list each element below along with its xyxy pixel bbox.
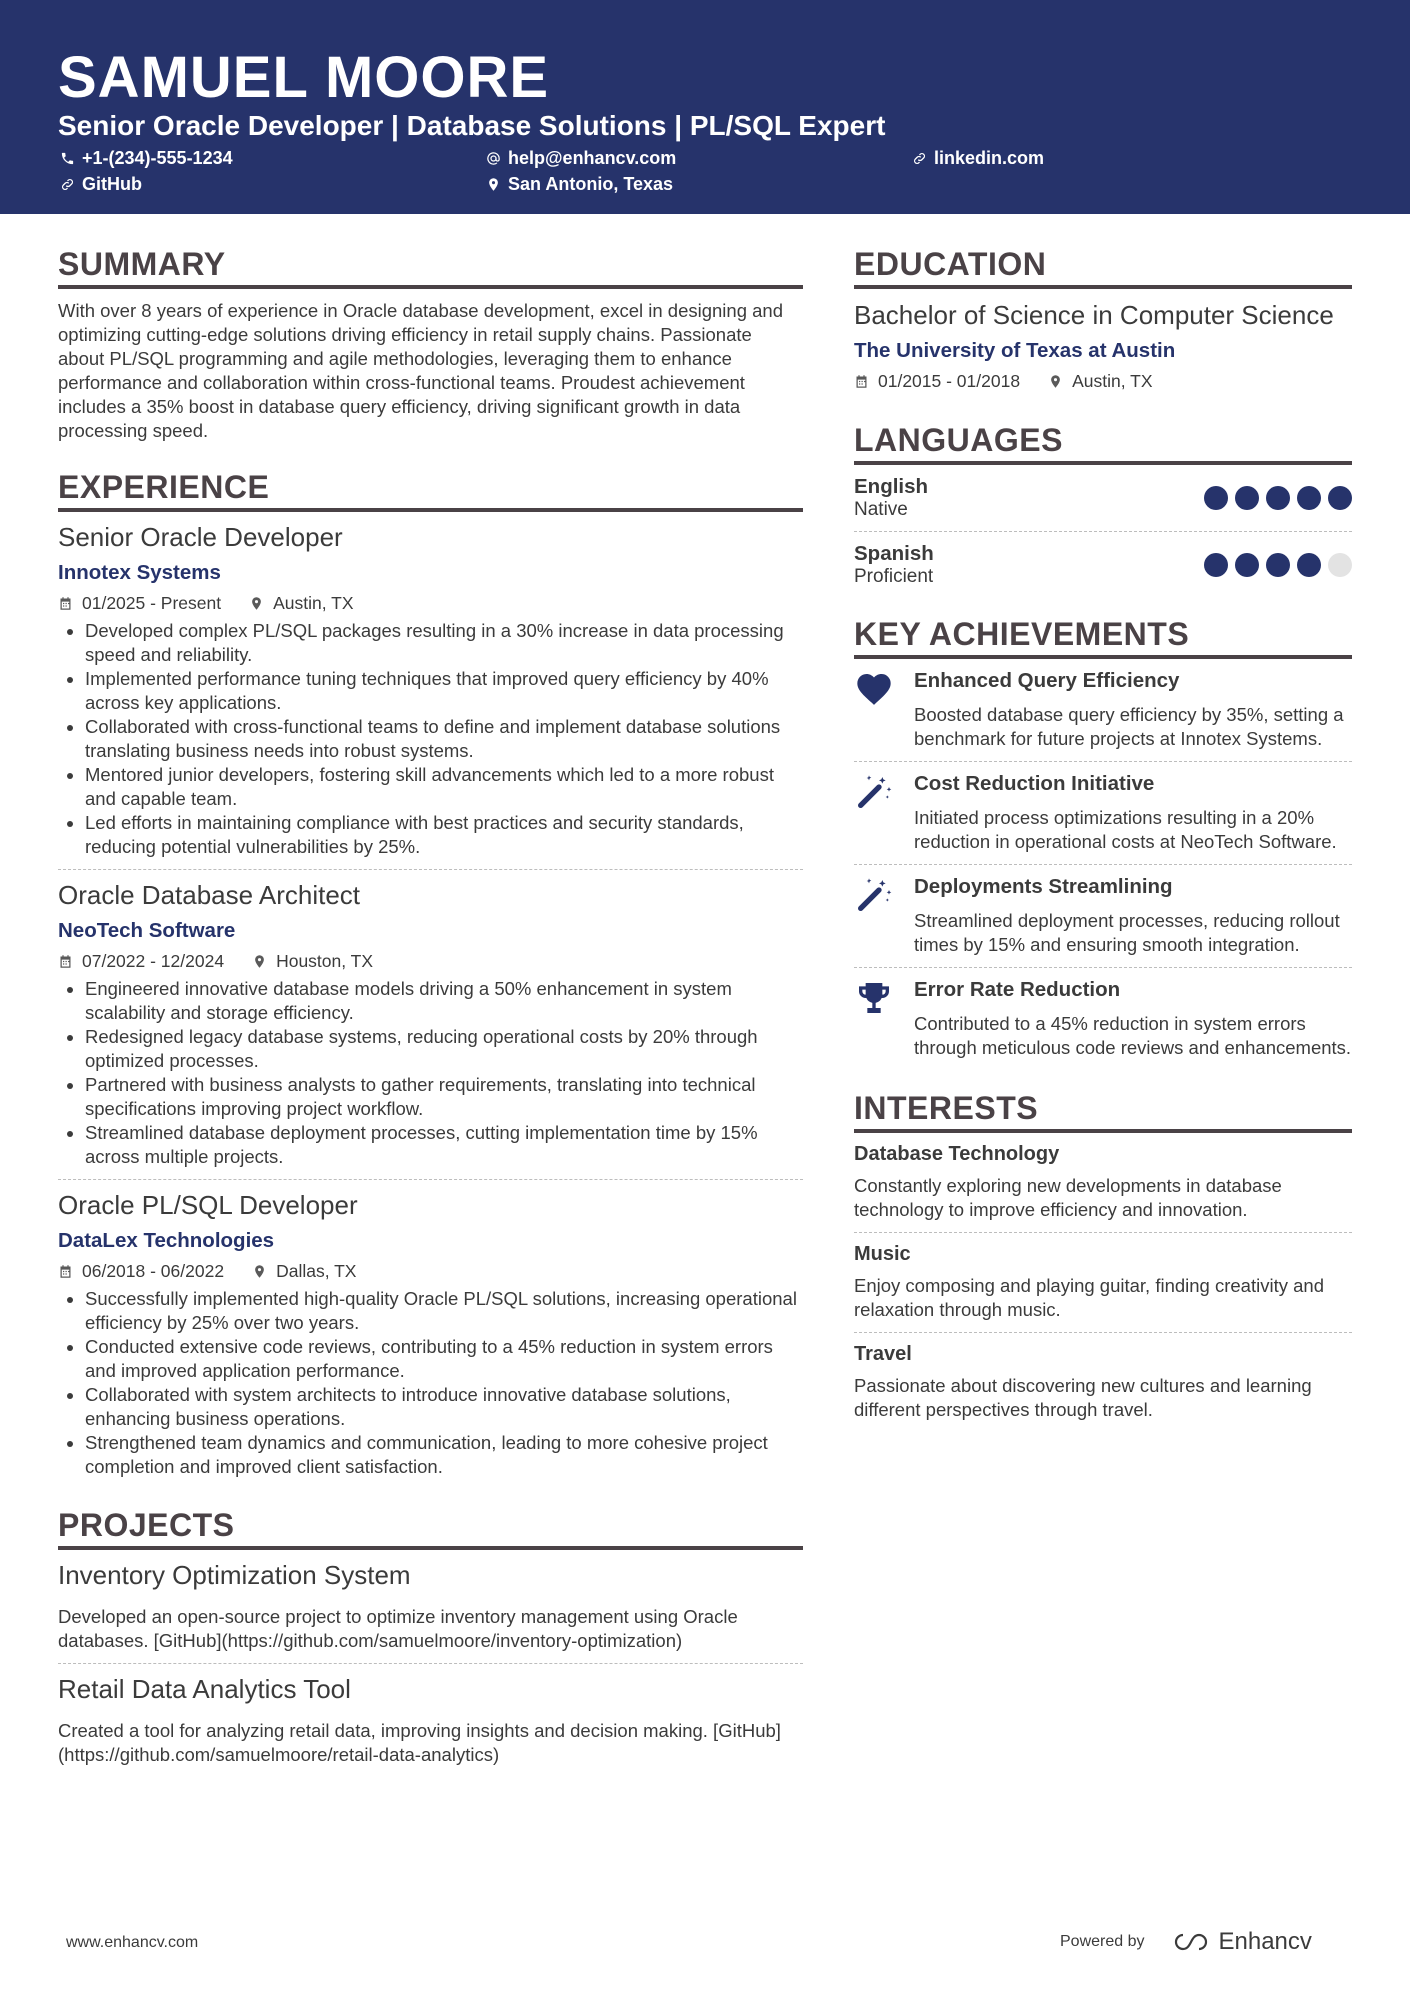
- achievement-description: Boosted database query efficiency by 35%, setting a benchmark for future projects at Innotex Systems.: [914, 704, 1344, 749]
- achievement-item: [854, 875, 1352, 957]
- bullet-item: • Mentored junior developers, fostering skill advancements which led to a more robust and capable team.: [85, 763, 803, 811]
- project-name: Retail Data Analytics Tool: [58, 1674, 351, 1704]
- rating-dot-filled: [1297, 553, 1321, 577]
- rating-dot-filled: [1235, 486, 1259, 510]
- magic-wand-icon: [854, 772, 894, 812]
- contact-github[interactable]: [60, 174, 142, 195]
- company-name: Innotex Systems: [58, 561, 221, 584]
- language-name: English: [854, 475, 929, 498]
- interest-description: Passionate about discovering new cultures and learning different perspectives through travel.: [854, 1375, 1312, 1420]
- language-level: Native: [854, 499, 908, 520]
- achievement-item: [854, 772, 1352, 854]
- heart-icon: [854, 669, 894, 709]
- job-meta: [58, 1261, 803, 1282]
- education-meta: [854, 371, 1352, 392]
- job-location: Houston, TX: [276, 951, 374, 971]
- interest-description: Enjoy composing and playing guitar, finding creativity and relaxation through music.: [854, 1275, 1324, 1320]
- map-pin-icon: [252, 1264, 267, 1279]
- calendar-icon: [58, 596, 73, 611]
- project-name: Inventory Optimization System: [58, 1560, 411, 1590]
- magic-wand-icon: [854, 875, 894, 915]
- project-item: [58, 1674, 803, 1767]
- phone-text: +1-(234)-555-1234: [82, 148, 233, 168]
- summary-text: With over 8 years of experience in Oracle database development, excel in designing and optimizing cutting-edge solutions driving efficiency in retail supply chains. Passionate about PL/SQL programming and agile methodologies, leveraging them to enhance performance and collaboration within cross-functional teams. Proudest achievement includes a 35% boost in database query efficiency, driving significant growth in data processing speed.: [58, 300, 784, 441]
- bullet-item: • Collaborated with system architects to introduce innovative database solutions, enhancing business operations.: [85, 1383, 803, 1431]
- school-name: The University of Texas at Austin: [854, 339, 1176, 362]
- footer-branding: [1060, 1928, 1312, 1956]
- candidate-name: SAMUEL MOORE: [58, 45, 550, 110]
- projects-heading: PROJECTS: [58, 1507, 803, 1550]
- rating-dot-empty: [1328, 553, 1352, 577]
- achievement-description: Initiated process optimizations resulting in a 20% reduction in operational costs at NeoTech Software.: [914, 807, 1337, 852]
- achievement-item: [854, 669, 1352, 751]
- divider: [854, 864, 1352, 865]
- job-title: Oracle Database Architect: [58, 880, 361, 910]
- candidate-headline: Senior Oracle Developer | Database Solutions | PL/SQL Expert: [58, 110, 886, 141]
- achievement-item: [854, 978, 1352, 1060]
- bullet-item: • Streamlined database deployment processes, cutting implementation time by 15% across multiple projects.: [85, 1121, 803, 1169]
- rating-dot-filled: [1204, 486, 1228, 510]
- job-bullets: [58, 619, 803, 859]
- degree-title: Bachelor of Science in Computer Science: [854, 300, 1334, 330]
- bullet-item: • Conducted extensive code reviews, contributing to a 45% reduction in system errors and improved application performance.: [85, 1335, 803, 1383]
- experience-item: [58, 1190, 803, 1479]
- rating-dot-filled: [1328, 486, 1352, 510]
- resume-header: [0, 0, 1410, 214]
- rating-dot-filled: [1235, 553, 1259, 577]
- achievement-description: Contributed to a 45% reduction in system errors through meticulous code reviews and enhancements.: [914, 1013, 1352, 1058]
- interest-item: [854, 1143, 1352, 1222]
- enhancv-logo-icon: [1171, 1931, 1211, 1953]
- map-pin-icon: [249, 596, 264, 611]
- brand-name: Enhancv: [1218, 1928, 1312, 1955]
- interest-description: Constantly exploring new developments in database technology to improve efficiency and innovation.: [854, 1175, 1282, 1220]
- job-location: Austin, TX: [273, 593, 354, 613]
- job-dates: 06/2018 - 06/2022: [82, 1261, 225, 1281]
- languages-heading: LANGUAGES: [854, 422, 1352, 465]
- calendar-icon: [58, 954, 73, 969]
- experience-item: [58, 880, 803, 1169]
- project-description: Developed an open-source project to optimize inventory management using Oracle databases. [GitHub](https://github.com/samuelmoore/inventory-optimization): [58, 1606, 738, 1651]
- achievement-title: Enhanced Query Efficiency: [914, 669, 1180, 692]
- map-pin-icon: [252, 954, 267, 969]
- company-name: NeoTech Software: [58, 919, 236, 942]
- contact-email[interactable]: [486, 148, 676, 169]
- divider: [58, 1663, 803, 1664]
- map-pin-icon: [486, 177, 501, 192]
- language-rating: [1204, 553, 1352, 577]
- rating-dot-filled: [1204, 553, 1228, 577]
- job-title: Oracle PL/SQL Developer: [58, 1190, 358, 1220]
- rating-dot-filled: [1297, 486, 1321, 510]
- job-meta: [58, 951, 803, 972]
- interest-title: Travel: [854, 1343, 912, 1365]
- divider: [854, 531, 1352, 532]
- job-dates: 07/2022 - 12/2024: [82, 951, 225, 971]
- education-dates: 01/2015 - 01/2018: [878, 371, 1021, 391]
- language-level: Proficient: [854, 566, 934, 587]
- summary-heading: SUMMARY: [58, 246, 803, 289]
- project-description: Created a tool for analyzing retail data, improving insights and decision making. [GitHub](https://github.com/samuelmoore/retail-data-analytics): [58, 1720, 781, 1765]
- interest-item: [854, 1243, 1352, 1322]
- language-name: Spanish: [854, 542, 934, 565]
- interest-item: [854, 1343, 1352, 1422]
- calendar-icon: [854, 374, 869, 389]
- calendar-icon: [58, 1264, 73, 1279]
- language-rating: [1204, 486, 1352, 510]
- bullet-item: • Redesigned legacy database systems, reducing operational costs by 20% through optimized processes.: [85, 1025, 803, 1073]
- divider: [854, 1232, 1352, 1233]
- experience-heading: EXPERIENCE: [58, 469, 803, 512]
- job-location: Dallas, TX: [276, 1261, 357, 1281]
- at-sign-icon: [486, 151, 501, 166]
- contact-location: [486, 174, 673, 195]
- rating-dot-filled: [1266, 553, 1290, 577]
- interest-title: Music: [854, 1243, 911, 1265]
- email-text: help@enhancv.com: [508, 148, 677, 168]
- phone-icon: [60, 151, 75, 166]
- right-column: [854, 246, 1352, 1422]
- job-meta: [58, 593, 803, 614]
- job-bullets: [58, 977, 803, 1169]
- job-dates: 01/2025 - Present: [82, 593, 222, 613]
- link-icon: [60, 177, 75, 192]
- interests-heading: INTERESTS: [854, 1090, 1352, 1133]
- brand-logo[interactable]: [1171, 1928, 1312, 1956]
- powered-by-label: Powered by: [1060, 1933, 1145, 1950]
- divider: [854, 761, 1352, 762]
- rating-dot-filled: [1266, 486, 1290, 510]
- bullet-item: • Partnered with business analysts to gather requirements, translating into technical specifications improving project workflow.: [85, 1073, 803, 1121]
- divider: [854, 967, 1352, 968]
- linkedin-text: linkedin.com: [934, 148, 1045, 168]
- contact-linkedin[interactable]: [912, 148, 1044, 169]
- job-bullets: [58, 1287, 803, 1479]
- experience-item: [58, 522, 803, 859]
- language-item: [854, 542, 1352, 588]
- location-text: San Antonio, Texas: [508, 174, 674, 194]
- trophy-icon: [854, 978, 894, 1018]
- job-title: Senior Oracle Developer: [58, 522, 343, 552]
- interest-title: Database Technology: [854, 1143, 1060, 1165]
- footer-website[interactable]: www.enhancv.com: [66, 1934, 199, 1951]
- company-name: DataLex Technologies: [58, 1229, 275, 1252]
- bullet-item: • Developed complex PL/SQL packages resulting in a 30% increase in data processing speed and reliability.: [85, 619, 803, 667]
- divider: [58, 1179, 803, 1180]
- divider: [58, 869, 803, 870]
- achievement-description: Streamlined deployment processes, reducing rollout times by 15% and ensuring smooth integration.: [914, 910, 1340, 955]
- bullet-item: • Collaborated with cross-functional teams to define and implement database solutions translating business needs into robust systems.: [85, 715, 803, 763]
- project-item: [58, 1560, 803, 1653]
- bullet-item: • Strengthened team dynamics and communication, leading to more cohesive project completion and improved client satisfaction.: [85, 1431, 803, 1479]
- bullet-item: • Engineered innovative database models driving a 50% enhancement in system scalability and storage efficiency.: [85, 977, 803, 1025]
- education-heading: EDUCATION: [854, 246, 1352, 289]
- left-column: [58, 246, 803, 1767]
- language-item: [854, 475, 1352, 521]
- achievement-title: Error Rate Reduction: [914, 978, 1121, 1001]
- contact-phone[interactable]: [60, 148, 233, 169]
- achievements-heading: KEY ACHIEVEMENTS: [854, 616, 1352, 659]
- education-location: Austin, TX: [1072, 371, 1153, 391]
- bullet-item: • Successfully implemented high-quality Oracle PL/SQL solutions, increasing operational efficiency by 25% over two years.: [85, 1287, 803, 1335]
- divider: [854, 1332, 1352, 1333]
- link-icon: [912, 151, 927, 166]
- bullet-item: • Implemented performance tuning techniques that improved query efficiency by 40% across key applications.: [85, 667, 803, 715]
- github-text: GitHub: [82, 174, 142, 194]
- map-pin-icon: [1048, 374, 1063, 389]
- bullet-item: • Led efforts in maintaining compliance with best practices and security standards, reducing potential vulnerabilities by 25%.: [85, 811, 803, 859]
- achievement-title: Deployments Streamlining: [914, 875, 1173, 898]
- achievement-title: Cost Reduction Initiative: [914, 772, 1155, 795]
